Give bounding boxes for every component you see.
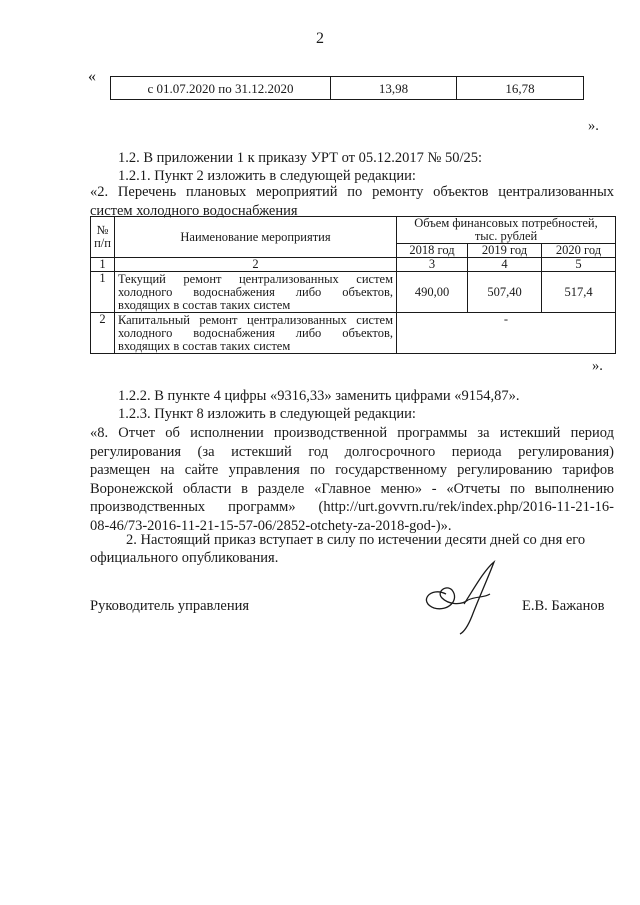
closing-quote-mark: ».	[588, 118, 599, 134]
row-number-cell: 1	[91, 272, 115, 313]
row-number-cell: 2	[91, 313, 115, 354]
column-header-year: 2019 год	[468, 244, 542, 258]
table-row	[91, 313, 616, 354]
table-row	[111, 77, 584, 100]
column-header-name: Наименование мероприятия	[115, 217, 397, 258]
event-name-cell: Капитальный ремонт централизованных систем холодного водоснабжения либо объектов, входящих в состав таких систем	[115, 313, 397, 354]
item-8-line: «8. Отчет об исполнении производственной программы за истекший период	[90, 425, 614, 441]
column-header-year: 2020 год	[542, 244, 616, 258]
event-name-cell: Текущий ремонт централизованных систем холодного водоснабжения либо объектов, входящих в состав таких систем	[115, 272, 397, 313]
tariff-period-cell: с 01.07.2020 по 31.12.2020	[111, 77, 331, 100]
index-cell: 1	[91, 258, 115, 272]
closing-quote-mark: ».	[592, 358, 603, 374]
item-8-line: производственных программ» (http://urt.govvrn.ru/rek/index.php/2016-11-21-16-	[90, 499, 614, 515]
index-cell: 2	[115, 258, 397, 272]
index-cell: 3	[397, 258, 468, 272]
merged-value-cell: -	[397, 313, 616, 354]
signer-name: Е.В. Бажанов	[522, 598, 605, 614]
item-1-2-3-text: 1.2.3. Пункт 8 изложить в следующей редакции:	[118, 406, 416, 422]
page-number: 2	[316, 30, 324, 47]
signer-title: Руководитель управления	[90, 598, 250, 614]
value-cell: 517,4	[542, 272, 616, 313]
item-2-heading	[90, 183, 614, 220]
opening-quote-mark: «	[88, 68, 96, 85]
table-header-row	[91, 217, 616, 244]
tariff-value-2-cell: 16,78	[457, 77, 584, 100]
item-8-line: 08-46/73-2016-11-21-15-57-06/2852-otchety-za-2018-god-)».	[90, 517, 452, 534]
column-header-volume: Объем финансовых потребностей, тыс. рублей	[397, 217, 616, 244]
clause-2-line: официального опубликования.	[90, 550, 279, 566]
column-header-year: 2018 год	[397, 244, 468, 258]
index-cell: 4	[468, 258, 542, 272]
tariff-value-1-cell: 13,98	[331, 77, 457, 100]
item-8-paragraph	[90, 424, 614, 535]
column-header-number: № п/п	[91, 217, 115, 258]
item-2-heading-line: «2. Перечень плановых мероприятий по ремонту объектов централизованных	[90, 184, 614, 200]
item-8-line: Воронежской области в разделе «Главное меню» - «Отчеты по выполнению	[90, 480, 614, 497]
clause-2-line: 2. Настоящий приказ вступает в силу по истечении десяти дней со дня его	[126, 532, 586, 548]
table-row	[91, 272, 616, 313]
item-1-2-1-text: 1.2.1. Пункт 2 изложить в следующей редакции:	[118, 168, 416, 184]
item-1-2-2-text: 1.2.2. В пункте 4 цифры «9316,33» заменить цифрами «9154,87».	[118, 388, 520, 404]
value-cell: 490,00	[397, 272, 468, 313]
section-1-2-text: 1.2. В приложении 1 к приказу УРТ от 05.12.2017 № 50/25:	[118, 150, 483, 166]
signature	[402, 556, 522, 636]
item-2-heading-line: систем холодного водоснабжения	[90, 202, 298, 219]
tariff-continuation-table	[110, 76, 584, 100]
item-8-line: регулирования (за истекший год долгосрочного периода регулирования)	[90, 443, 614, 460]
table-index-row	[91, 258, 616, 272]
index-cell: 5	[542, 258, 616, 272]
repair-events-table	[90, 216, 616, 354]
item-8-line: размещен на сайте управления по государственному регулированию тарифов	[90, 462, 614, 478]
value-cell: 507,40	[468, 272, 542, 313]
